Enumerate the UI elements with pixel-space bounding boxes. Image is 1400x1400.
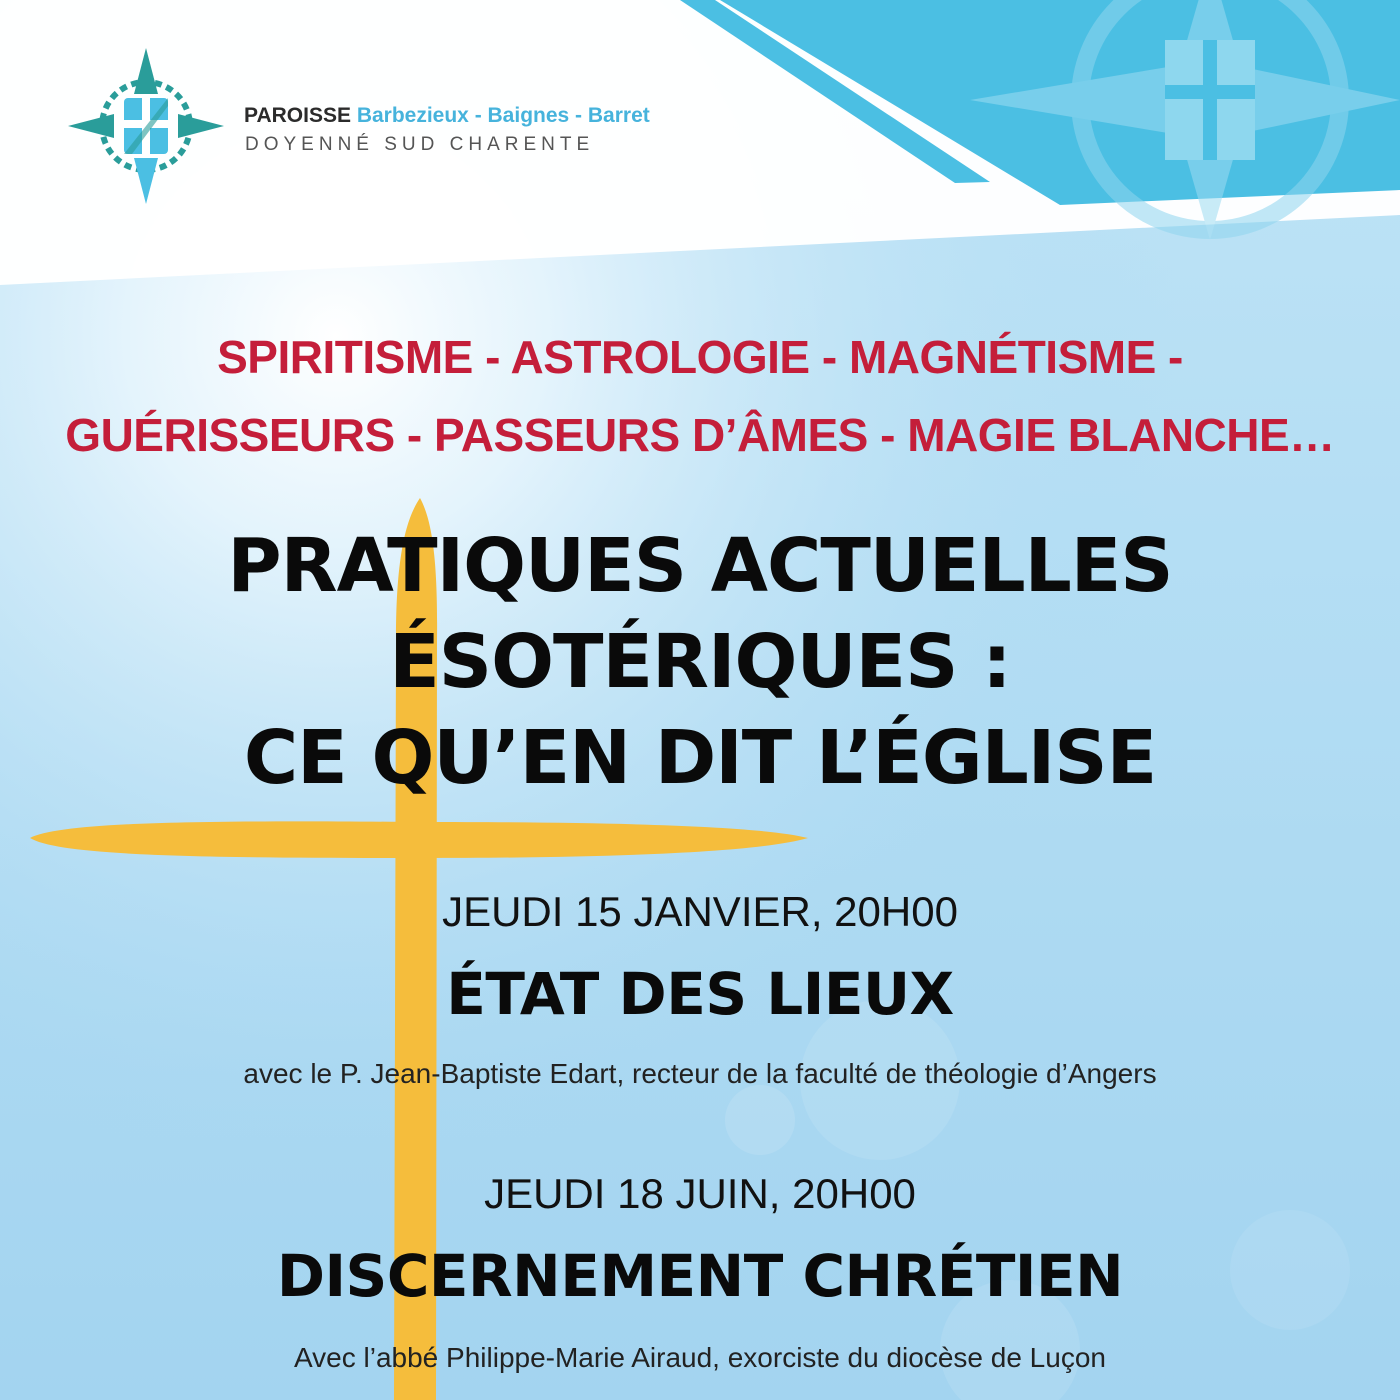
event-2-speaker: Avec l’abbé Philippe-Marie Airaud, exorciste du diocèse de Luçon (294, 1342, 1106, 1373)
title-line-3: CE QU’EN DIT L’ÉGLISE (243, 715, 1157, 801)
event-2-date: JEUDI 18 JUIN, 20H00 (484, 1170, 916, 1217)
title-line-2: ÉSOTÉRIQUES : (389, 619, 1011, 705)
parish-word: PAROISSE (244, 104, 351, 127)
event-1-title: ÉTAT DES LIEUX (446, 960, 954, 1028)
event-2-title: DISCERNEMENT CHRÉTIEN (276, 1242, 1124, 1310)
parish-towns: Barbezieux - Baignes - Barret (356, 104, 650, 127)
event-1-date: JEUDI 15 JANVIER, 20H00 (442, 888, 958, 935)
compass-rose-cross-icon (66, 46, 226, 206)
parish-name (244, 104, 650, 128)
event-1-speaker: avec le P. Jean-Baptiste Edart, recteur de la faculté de théologie d’Angers (243, 1058, 1157, 1089)
title-line-1: PRATIQUES ACTUELLES (227, 523, 1173, 609)
topics-line-2: GUÉRISSEURS - PASSEURS D’ÂMES - MAGIE BLANCHE… (65, 409, 1335, 461)
topics-line-1: SPIRITISME - ASTROLOGIE - MAGNÉTISME - (217, 331, 1183, 383)
deanery-name: DOYENNÉ SUD CHARENTE (245, 134, 595, 155)
